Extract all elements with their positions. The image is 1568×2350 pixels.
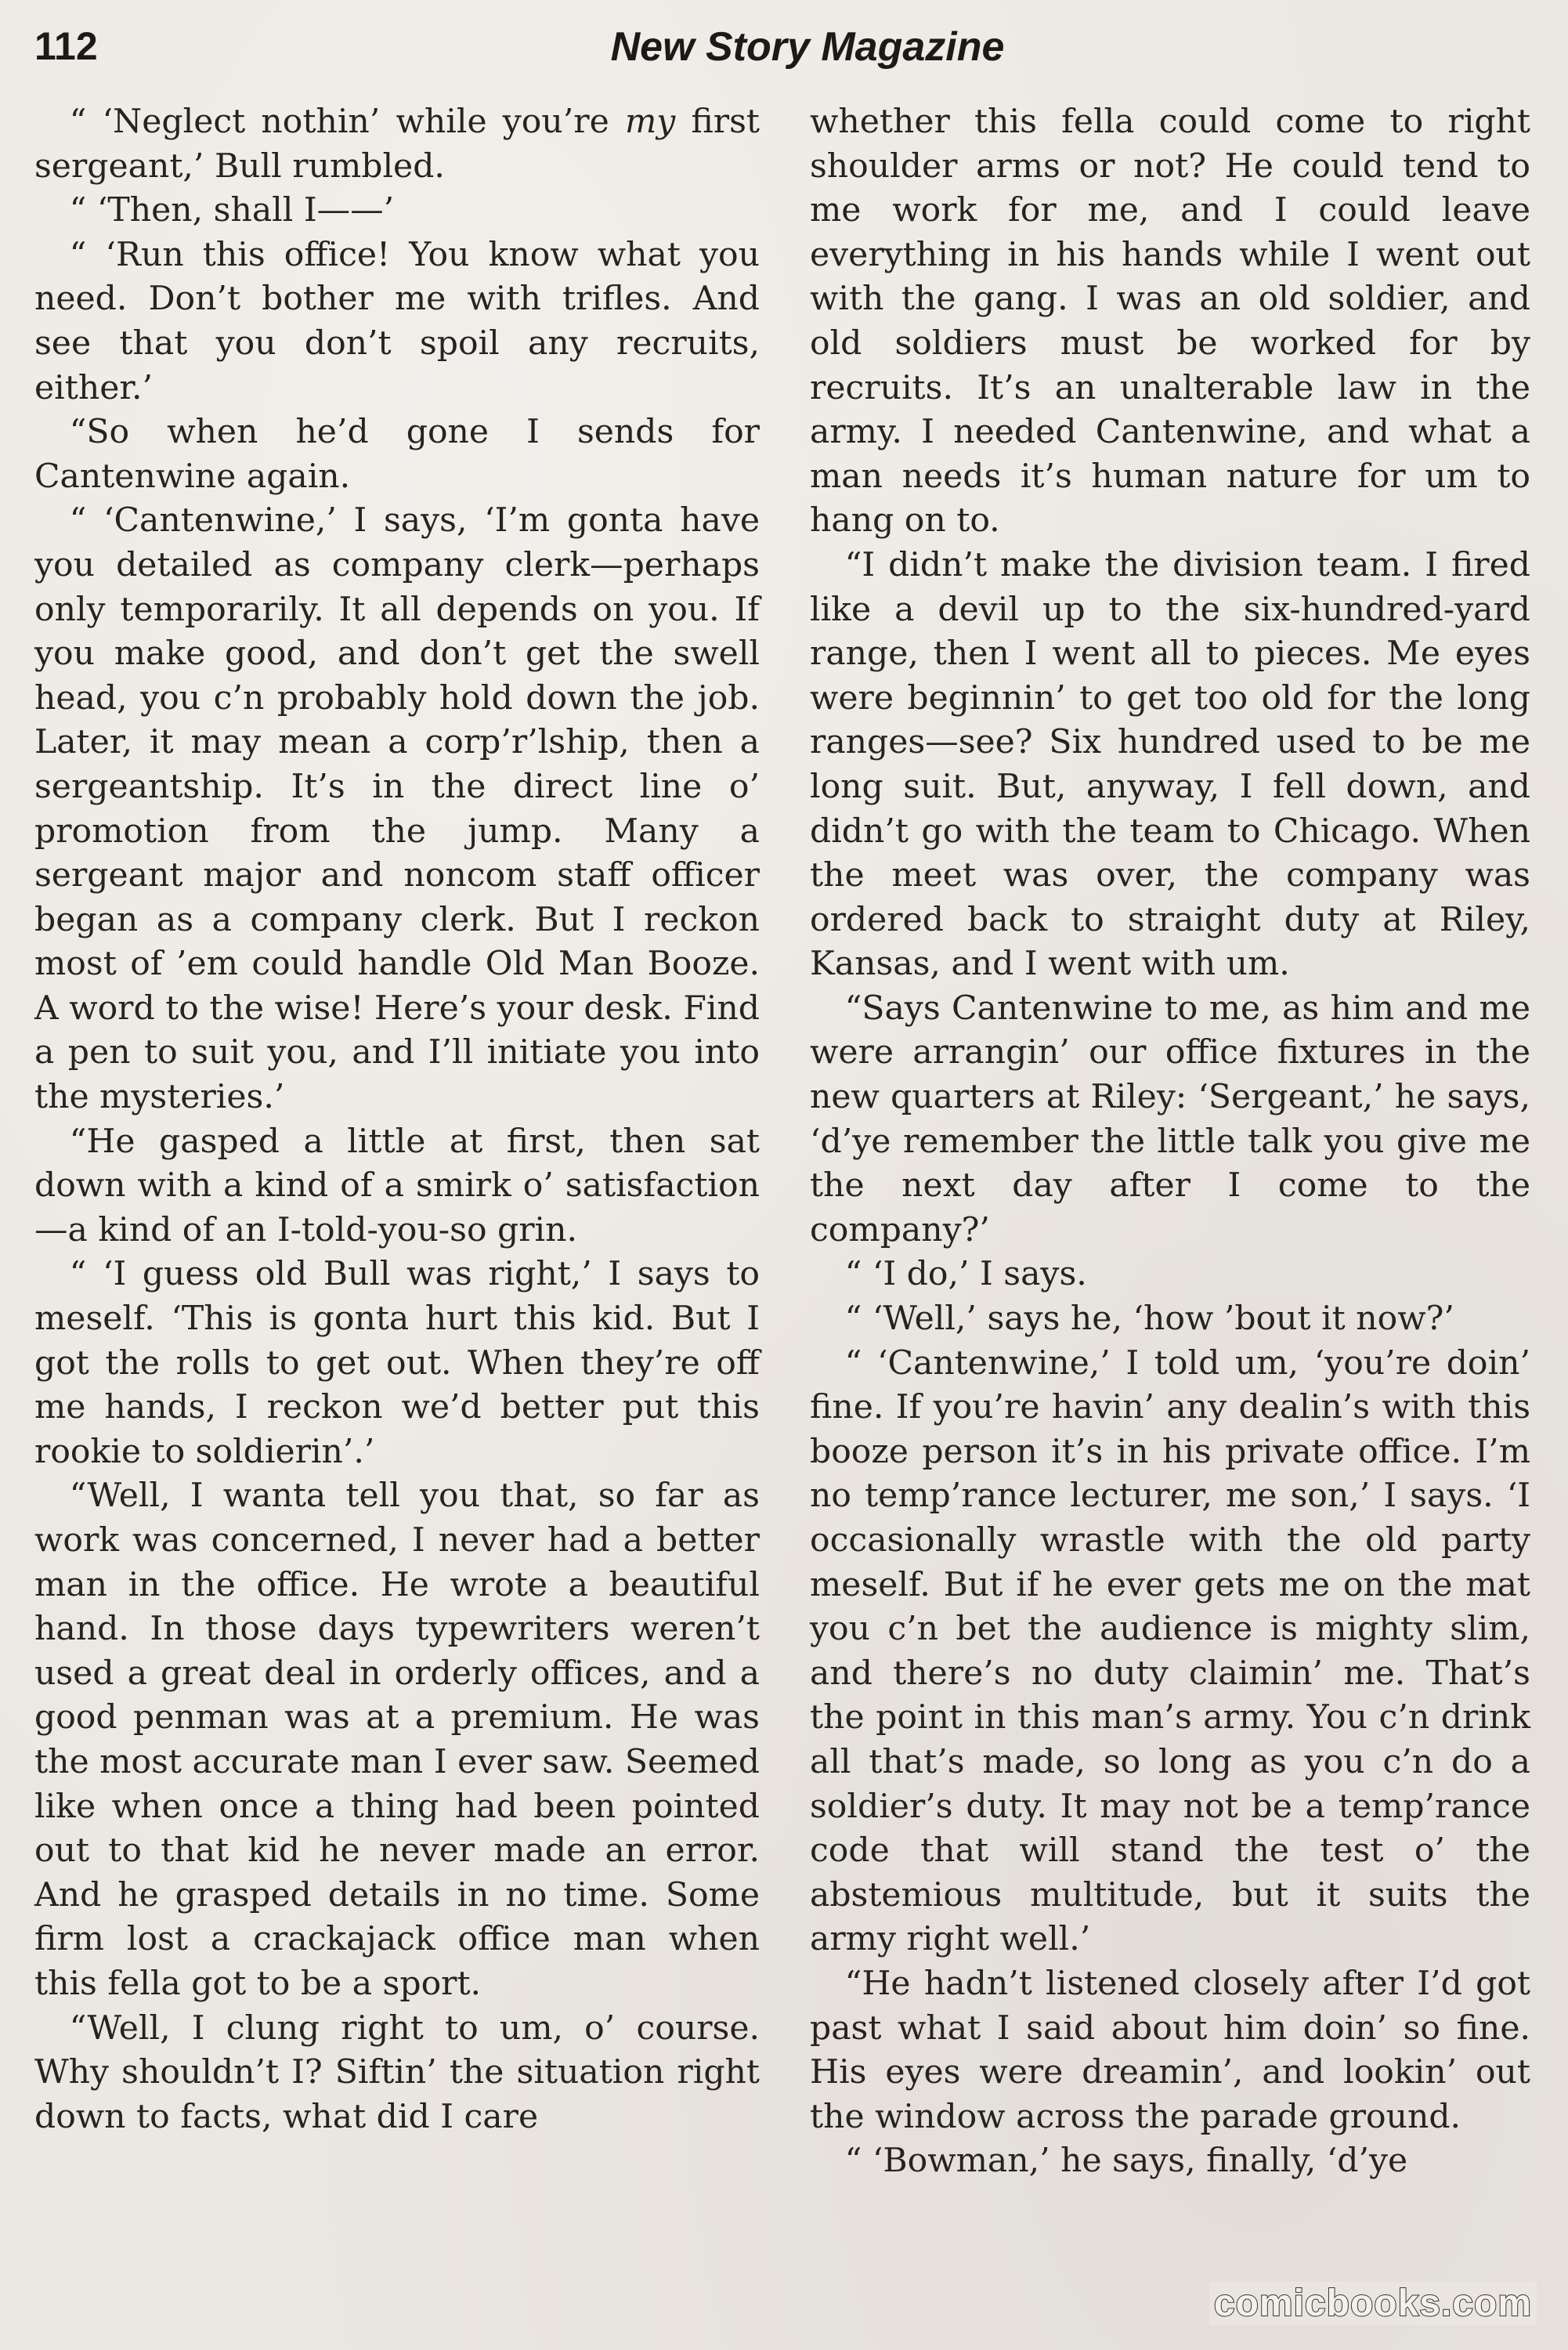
page-number: 112 bbox=[34, 24, 98, 68]
paragraph: “So when he’d gone I sends for Cantenwine again. bbox=[34, 413, 760, 496]
paragraph: “He gasped a little at first, then sat down with a kind of a smirk o’ satisfaction—a kind of an I-told-you-so grin. bbox=[34, 1122, 760, 1249]
paragraph: “ ‘Cantenwine,’ I told um, ‘you’re doin’ fine. If you’re havin’ any dealin’s with this booze person it’s in his private office. I’m no temp’rance lecturer, me son,’ I says. ‘I occasionally wrastle with the old party meself. But if he ever gets me on the mat you c’n bet the audience is mighty slim, and there’s no duty claimin’ me. That’s the point in this man’s army. You c’n drink all that’s made, so long as you c’n do a soldier’s duty. It may not be a temp’rance code that will stand the test o’ the abstemious multitude, but it suits the army right well.’ bbox=[810, 1343, 1530, 1959]
paragraph: “ ‘Well,’ says he, ‘how ’bout it now?’ bbox=[844, 1300, 1454, 1339]
paragraph: “ ‘Bowman,’ he says, finally, ‘d’ye bbox=[844, 2142, 1408, 2181]
emphasis: my bbox=[624, 103, 676, 141]
left-text-column bbox=[34, 100, 760, 2139]
magazine-title: New Story Magazine bbox=[610, 24, 1005, 70]
right-text-column bbox=[810, 100, 1530, 2184]
paragraph: “He hadn’t listened closely after I’d got past what I said about him doin’ so fine. His eyes were dreamin’, and lookin’ out the window across the parade ground. bbox=[810, 1964, 1530, 2136]
page-header bbox=[34, 24, 1534, 78]
paragraph: “ ‘Cantenwine,’ I says, ‘I’m gonta have you detailed as company clerk—perhaps only temporarily. It all depends on you. If you make good, and don’t get the swell head, you c’n probably hold down the job. Later, it may mean a corp’r’lship, then a sergeantship. It’s in the direct line o’ promotion from the jump. Many a sergeant major and noncom staff officer began as a company clerk. But I reckon most of ’em could handle Old Man Booze. A word to the wise! Here’s your desk. Find a pen to suit you, and I’ll initiate you into the mysteries.’ bbox=[34, 501, 760, 1117]
paragraph-continued: whether this fella could come to right shoulder arms or not? He could tend to me work for me, and I could leave everything in his hands while I went out with the gang. I was an old soldier, and old soldiers must be worked for by recruits. It’s an unalterable law in the army. I needed Cantenwine, and what a man needs it’s human nature for um to hang on to. bbox=[810, 103, 1530, 540]
paragraph: “ ‘Run this office! You know what you need. Don’t bother me with trifles. And see that you don’t spoil any recruits, either.’ bbox=[34, 235, 760, 407]
paragraph: “ ‘Neglect nothin’ while you’re my first sergeant,’ Bull rumbled. bbox=[34, 103, 760, 186]
watermark-logo: comicbooks.com bbox=[1209, 2282, 1537, 2325]
paragraph: “ ‘I guess old Bull was right,’ I says to meself. ‘This is gonta hurt this kid. But I got the rolls to get out. When they’re off me hands, I reckon we’d better put this rookie to soldierin’.’ bbox=[34, 1255, 760, 1471]
paragraph: “I didn’t make the division team. I fired like a devil up to the six-hundred-yard range, then I went all to pieces. Me eyes were beginnin’ to get too old for the long ranges—see? Six hundred used to be me long suit. But, anyway, I fell down, and didn’t go with the team to Chicago. When the meet was over, the company was ordered back to straight duty at Riley, Kansas, and I went with um. bbox=[810, 545, 1530, 984]
paragraph: “ ‘I do,’ I says. bbox=[844, 1255, 1087, 1294]
paragraph: “Well, I clung right to um, o’ course. Why shouldn’t I? Siftin’ the situation right down to facts, what did I care bbox=[34, 2008, 760, 2136]
paragraph: “Well, I wanta tell you that, so far as work was concerned, I never had a better man in the office. He wrote a beautiful hand. In those days typewriters weren’t used a great deal in orderly offices, and a good penman was at a premium. He was the most accurate man I ever saw. Seemed like when once a thing had been pointed out to that kid he never made an error. And he grasped details in no time. Some firm lost a crackajack office man when this fella got to be a sport. bbox=[34, 1477, 760, 2003]
paragraph: “Says Cantenwine to me, as him and me were arrangin’ our office fixtures in the new quarters at Riley: ‘Sergeant,’ he says, ‘d’ye remember the little talk you give me the next day after I come to the company?’ bbox=[810, 989, 1530, 1249]
paragraph: “ ‘Then, shall I——’ bbox=[69, 191, 395, 230]
